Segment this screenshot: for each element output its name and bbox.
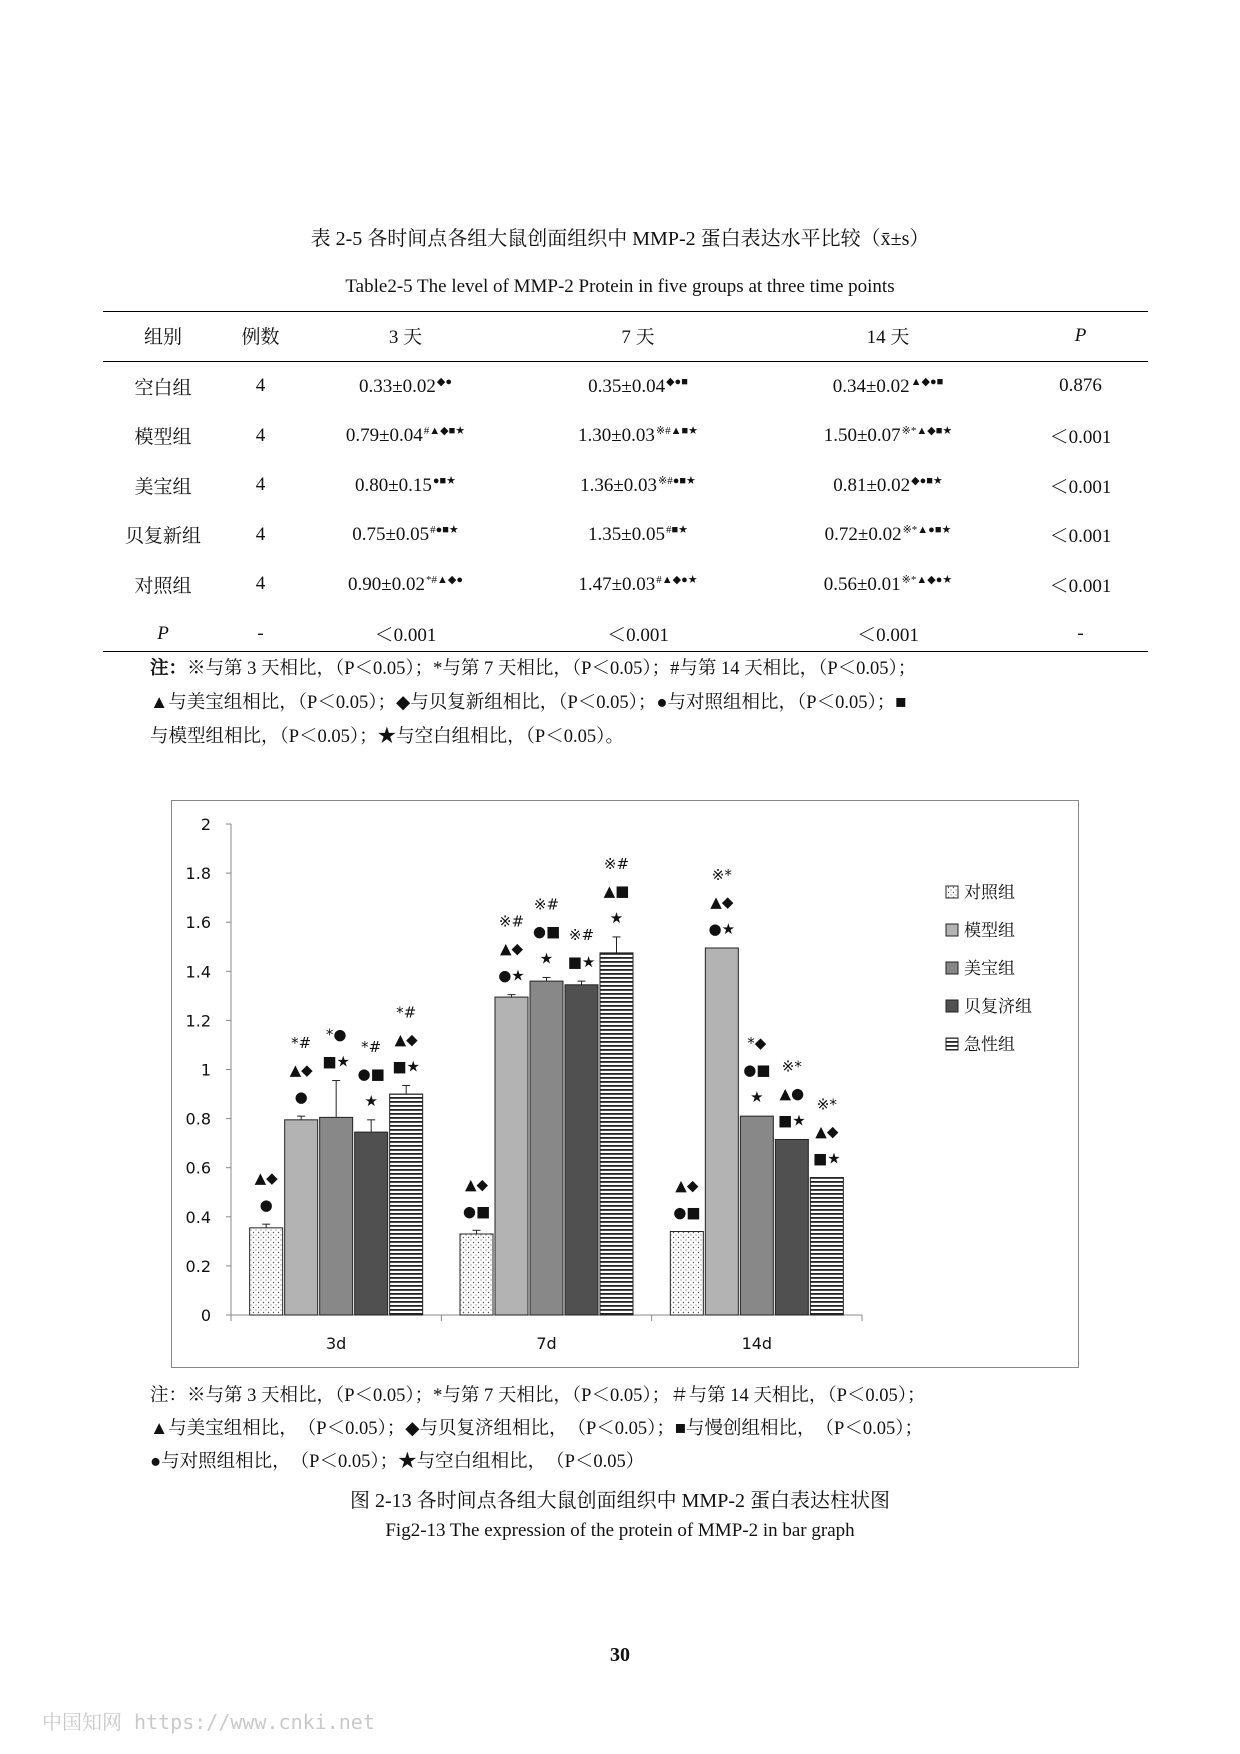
figure-note-line-2: ▲与美宝组相比， （P＜0.05）；◆与贝复济组相比， （P＜0.05）；■与慢创组相比， （P＜0.05）； [150,1419,923,1439]
cell-day7-value: ＜0.001 [607,625,669,647]
bar-急性组 [390,1094,423,1315]
significance-annotation: *# [361,1037,382,1056]
cell-group [103,560,223,610]
bar-急性组 [600,953,633,1315]
figure-note-line-3: ●与对照组相比， （P＜0.05）；★与空白组相比， （P＜0.05） [150,1452,645,1472]
cell-group [103,510,223,560]
cell-day3-significance-mark: ●■★ [432,474,457,487]
significance-annotation: ● [259,1196,273,1215]
table-subtitle: Table2-5 The level of MMP-2 Protein in five groups at three time points [345,276,895,297]
bar-chart [172,801,1078,1367]
y-tick-label: 0 [200,1306,211,1325]
significance-annotation: ●■ [673,1203,701,1222]
cell-n [223,361,298,411]
significance-annotation: ●★ [708,919,736,938]
cell-p [1013,461,1148,511]
significance-annotation: ▲◆ [815,1122,839,1141]
cell-day7-value: 1.35±0.05 [588,524,665,546]
cell-day14-significance-mark: ※*▲●■★ [902,524,952,537]
x-tick-label: 3d [325,1334,347,1353]
cell-day7-value: 1.47±0.03 [578,573,656,595]
cell-day7-significance-mark: #■★ [665,524,688,537]
bar-模型组 [705,948,738,1315]
header-day14: 14 天 [763,311,1013,361]
table-note-line-3: 与模型组相比，（P＜0.05）；★与空白组相比，（P＜0.05）。 [150,727,624,747]
cell-day3-value: 0.79±0.04 [345,425,423,447]
cell-group [103,411,223,461]
cell-day14-value: 1.50±0.07 [823,425,901,447]
bar-对照组 [250,1228,283,1315]
cell-day14-significance-mark: ※*▲◆■★ [901,425,953,438]
significance-annotation: ●■ [743,1061,771,1080]
cell-day14 [763,461,1013,511]
cell-day14 [763,361,1013,411]
cell-group-value: 贝复新组 [124,526,201,548]
cell-day7-significance-mark: ※#●■★ [658,474,696,487]
significance-annotation: ★ [539,949,554,968]
watermark: 中国知网 https://www.cnki.net [42,1710,375,1734]
cell-day7-value: 0.35±0.04 [588,375,666,397]
cell-p-value: ＜0.001 [1049,575,1112,597]
cell-day7 [513,361,763,411]
cell-day14 [763,560,1013,610]
table-row [103,560,1148,610]
cell-day14-significance-mark: ※*▲◆●★ [901,573,953,586]
cell-n-value: 4 [255,375,266,397]
cell-n [223,461,298,511]
significance-annotation: *◆ [747,1034,767,1053]
significance-annotation: ■★ [778,1111,806,1130]
figure-caption: 图 2-13 各时间点各组大鼠创面组织中 MMP-2 蛋白表达柱状图 [349,1490,890,1512]
cell-n-value: 4 [255,573,266,595]
significance-annotation: ★ [750,1088,764,1107]
bar-急性组 [810,1178,843,1315]
significance-annotation: ★ [364,1091,378,1110]
significance-annotation: ▲◆ [464,1175,489,1194]
cell-day3-value: 0.90±0.02 [348,573,425,595]
cell-n-value: 4 [255,523,266,545]
bar-贝复济组 [775,1139,808,1315]
cell-p-value: ＜0.001 [1049,427,1112,449]
cell-day3 [298,560,513,610]
significance-annotation: ▲◆ [710,892,734,911]
cell-day7 [513,461,763,511]
significance-annotation: ★ [609,908,624,927]
header-n: 例数 [223,311,298,361]
significance-annotation: ●■ [532,922,561,941]
cell-day7-value: 1.30±0.03 [577,425,655,447]
cell-day7 [513,510,763,560]
significance-annotation: ※* [816,1095,837,1114]
legend-swatch-对照组 [946,886,958,898]
cell-group-value: 对照组 [134,575,192,597]
table-header-row [103,311,1148,361]
legend-label: 模型组 [964,921,1015,941]
cell-day3-significance-mark: #▲◆■★ [423,425,466,438]
significance-annotation: ■★ [567,953,596,972]
bar-美宝组 [320,1117,353,1315]
cell-group-value: 空白组 [134,377,192,399]
bar-美宝组 [740,1116,773,1315]
significance-annotation: ▲■ [603,881,630,900]
cell-day7 [513,411,763,461]
cell-day3-value: 0.80±0.15 [354,474,432,496]
significance-annotation: ※# [603,854,630,873]
cell-day3-significance-mark: ◆● [436,375,453,388]
cell-day14-value: 0.56±0.01 [823,573,901,595]
y-tick-label: 1.4 [185,962,211,982]
significance-annotation: *# [396,1003,417,1022]
cell-day14-value: 0.34±0.02 [832,375,910,397]
cell-n-value: 4 [255,474,266,496]
cell-p [1013,361,1148,411]
figure-note-line-1: 注：※与第 3 天相比，（P＜0.05）；*与第 7 天相比，（P＜0.05）；＃与第 14 天相比，（P＜0.05）； [150,1386,926,1406]
cell-group-value: 模型组 [134,427,192,449]
page-number: 30 [610,1644,630,1666]
cell-day14-significance-mark: ▲◆●■ [910,375,944,388]
significance-annotation: ※# [498,912,525,931]
figure-subcaption: Fig2-13 The expression of the protein of MMP-2 in bar graph [385,1520,855,1541]
cell-day3 [298,461,513,511]
significance-annotation: ▲◆ [394,1030,418,1049]
cell-day14 [763,510,1013,560]
bar-贝复济组 [565,985,598,1315]
table-note-line-2: ▲与美宝组相比，（P＜0.05）；◆与贝复新组相比，（P＜0.05）；●与对照组相比，（P＜0.05）；■ [150,693,907,713]
significance-annotation: ※* [781,1057,802,1076]
y-tick-label: 0.8 [185,1109,211,1129]
cell-group [103,361,223,411]
table-row [103,510,1148,560]
cell-day7 [513,560,763,610]
significance-annotation: ●★ [498,966,525,985]
cell-day7-value: 1.36±0.03 [580,474,658,496]
header-p: P [1013,311,1148,361]
bar-贝复济组 [355,1132,388,1315]
legend-label: 对照组 [964,883,1015,903]
header-group: 组别 [103,311,223,361]
table-note-line-1 [150,652,1110,686]
legend-label: 急性组 [964,1035,1015,1055]
legend-swatch-贝复济组 [946,1000,958,1012]
x-tick-label: 7d [536,1334,557,1353]
chart-frame [171,800,1079,1368]
cell-day14-significance-mark: ◆●■★ [911,474,943,487]
significance-annotation: ▲● [779,1084,805,1103]
cell-n [223,411,298,461]
header-day7: 7 天 [513,311,763,361]
y-tick-label: 2 [200,815,211,834]
bar-对照组 [670,1232,703,1315]
significance-annotation: ※* [711,865,732,884]
significance-annotation: ▲◆ [254,1169,278,1188]
data-table [103,311,1148,659]
cell-n-value: - [257,622,264,644]
cell-day3 [298,510,513,560]
cell-day14-value: 0.81±0.02 [833,474,911,496]
cell-day3 [298,411,513,461]
cell-group [103,461,223,511]
y-tick-label: 1.2 [185,1011,211,1031]
cell-day3-value: 0.75±0.05 [352,524,430,546]
cell-n [223,560,298,610]
y-tick-label: 1.8 [185,864,211,884]
significance-annotation: ■★ [392,1057,420,1076]
cell-p [1013,560,1148,610]
cell-day7-significance-mark: ※#▲■★ [655,425,699,438]
significance-annotation: ■★ [813,1149,841,1168]
legend-label: 美宝组 [964,959,1015,979]
significance-annotation: *# [291,1034,312,1053]
significance-annotation: ▲◆ [289,1061,313,1080]
y-tick-label: 1 [200,1060,211,1080]
bar-模型组 [495,997,528,1315]
significance-annotation: ■★ [322,1052,350,1071]
y-tick-label: 1.6 [185,913,211,933]
cell-n [223,510,298,560]
significance-annotation: ※# [533,895,560,914]
significance-annotation: ▲◆ [675,1176,699,1195]
significance-annotation: ● [294,1088,308,1107]
table-note-text-1: ※与第 3 天相比，（P＜0.05）；*与第 7 天相比，（P＜0.05）；#与第 14 天相比，（P＜0.05）； [187,659,917,679]
header-day3: 3 天 [298,311,513,361]
bar-美宝组 [530,981,563,1315]
cell-day7-significance-mark: #▲◆●★ [656,573,698,586]
cell-day3-significance-mark: #●■★ [430,524,459,537]
table-row [103,461,1148,511]
cell-p-value: 0.876 [1059,375,1102,397]
table-title: 表 2-5 各时间点各组大鼠创面组织中 MMP-2 蛋白表达水平比较（x̄±s） [310,228,930,250]
cell-p [1013,510,1148,560]
cell-day14-value: 0.72±0.02 [824,524,902,546]
cell-p [1013,411,1148,461]
legend-label: 贝复济组 [964,997,1032,1017]
figure-note [150,1380,1110,1479]
table-note-prefix: 注： [150,659,188,679]
table-row [103,361,1148,411]
cell-day3-value: 0.33±0.02 [358,375,436,397]
cell-group-value: 美宝组 [134,476,192,498]
legend-swatch-模型组 [946,924,958,936]
cell-n-value: 4 [255,424,266,446]
bar-模型组 [285,1120,318,1315]
y-tick-label: 0.4 [185,1207,211,1227]
cell-p-value: ＜0.001 [1049,476,1112,498]
legend-swatch-美宝组 [946,962,958,974]
y-tick-label: 0.2 [185,1256,211,1276]
significance-annotation: ※# [568,926,595,945]
cell-day3-significance-mark: *#▲◆● [425,573,463,586]
cell-p-value: ＜0.001 [1049,526,1112,548]
cell-day14-value: ＜0.001 [857,625,919,647]
legend-swatch-急性组 [946,1038,958,1050]
y-tick-label: 0.6 [185,1158,211,1178]
significance-annotation: ▲◆ [499,939,524,958]
cell-day7-significance-mark: ◆●■ [666,375,688,388]
x-tick-label: 14d [741,1334,773,1353]
significance-annotation: ●■ [357,1064,385,1083]
cell-day14 [763,411,1013,461]
table-row [103,411,1148,461]
significance-annotation: *● [325,1025,347,1044]
cell-day3 [298,361,513,411]
significance-annotation: ●■ [462,1202,491,1221]
cell-p-label-value: P [157,622,169,644]
cell-p-value: - [1077,622,1084,644]
cell-day3-value: ＜0.001 [374,625,437,647]
bar-对照组 [460,1234,493,1315]
table-note [150,652,1110,754]
